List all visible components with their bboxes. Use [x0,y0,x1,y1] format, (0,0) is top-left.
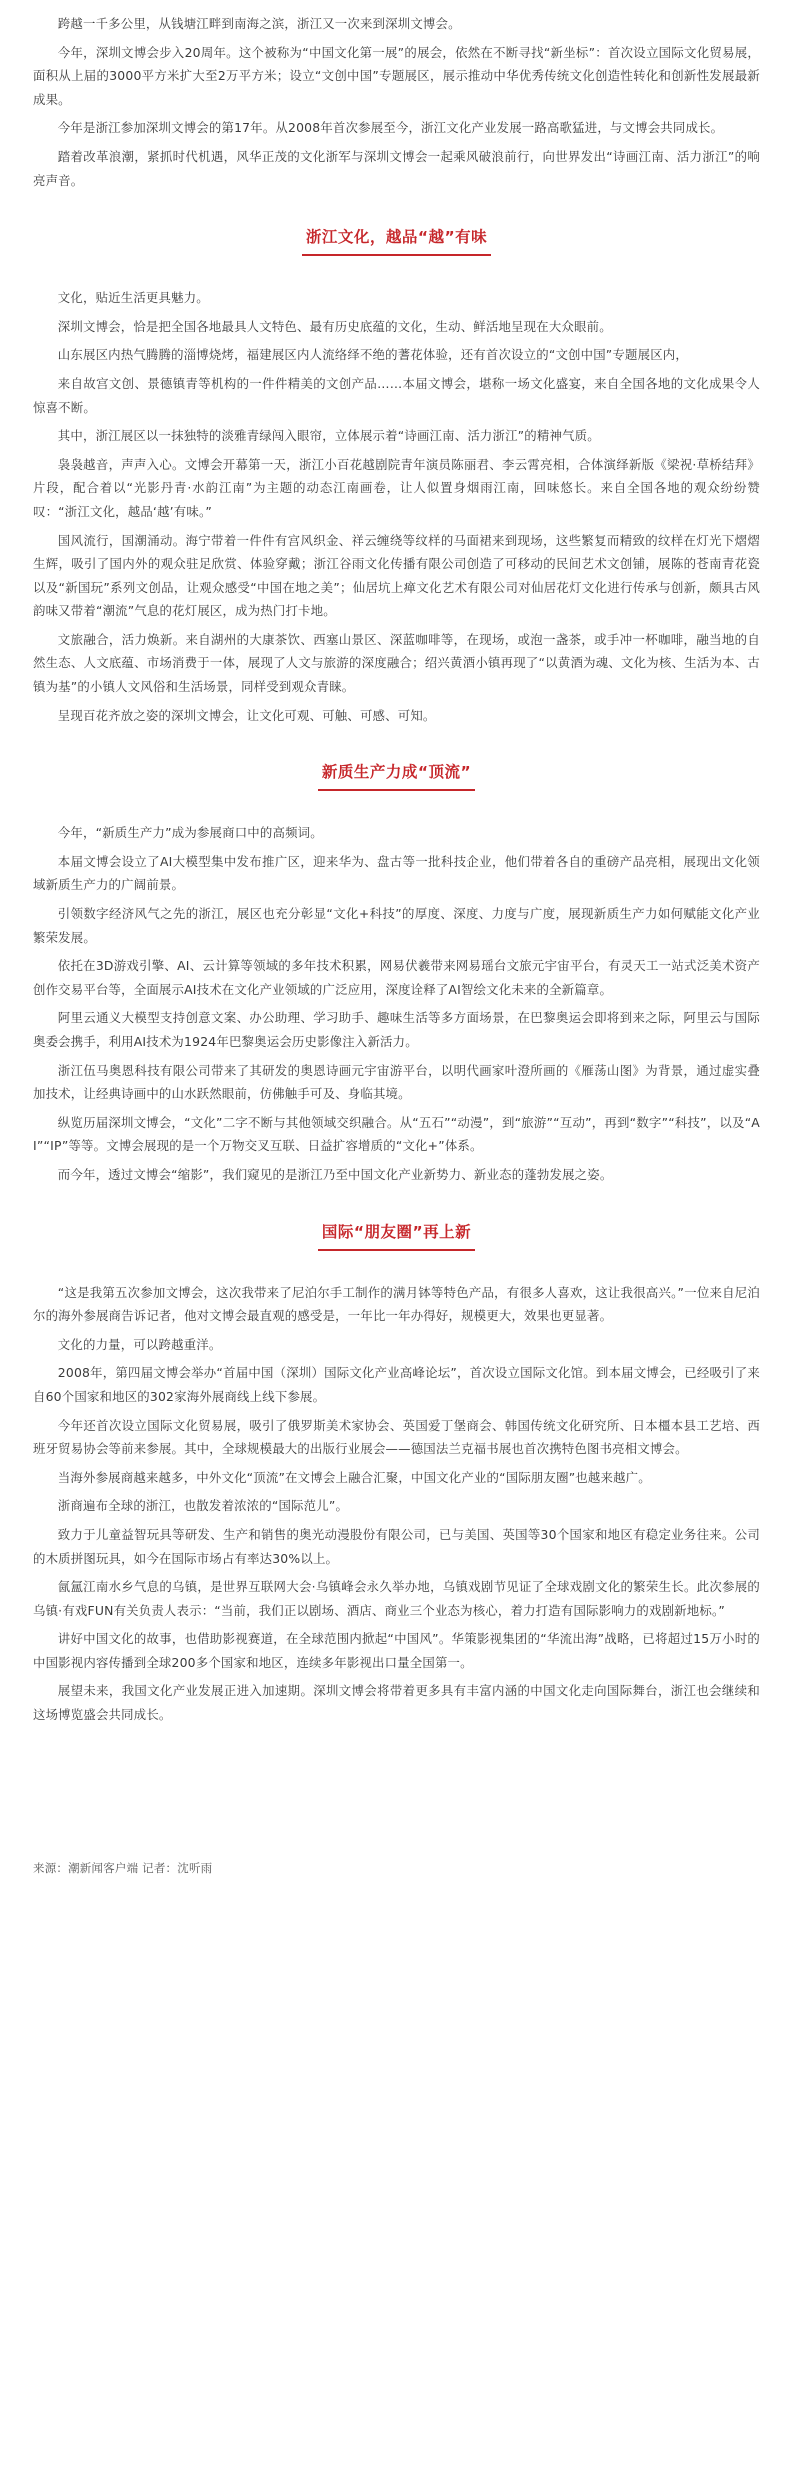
intro-paragraph: 踏着改革浪潮，紧抓时代机遇，风华正茂的文化浙军与深圳文博会一起乘风破浪前行，向世界发出“诗画江南、活力浙江”的响亮声音。 [33,148,760,188]
body-paragraph: 浙商遍布全球的浙江，也散发着浓浓的“国际范儿”。 [57,1498,349,1514]
body-paragraph: 文化，贴近生活更具魅力。 [57,290,209,306]
body-paragraph: 国风流行，国潮涌动。海宁带着一件件有宫风织金、祥云缠绕等纹样的马面裙来到现场，这些繁复而精致的纹样在灯光下熠熠生辉，吸引了国内外的观众驻足欣赏、体验穿戴；浙江谷雨文化传播有限公司创造了可移动的民间艺术文创铺，展陈的苍南青花瓷以及“新国玩”系列文创品，让观众感受“中国在地之美”；仙居坑上瘅文化艺术有限公司对仙居花灯文化进行传承与创新，颇具古风韵味又带着“潮流”气息的花灯展区，成为热门打卡地。 [33,532,760,619]
body-paragraph: 文化的力量，可以跨越重洋。 [57,1336,222,1352]
body-paragraph: 文旅融合，活力焕新。来自湖州的大康茶饮、西塞山景区、深蓝咖啡等，在现场，或泡一盏茶，或手冲一杯咖啡，融当地的自然生态、人文底蕴、市场消费于一体，展现了人文与旅游的深度融合；绍兴黄酒小镇再现了“以黄酒为魂、文化为核、生活为本、古镇为基”的小镇人文风俗和生活场景，同样受到观众青睐。 [33,631,760,695]
body-paragraph: 深圳文博会，恰是把全国各地最具人文特色、最有历史底蕴的文化，生动、鲜活地呈现在大众眼前。 [57,318,612,334]
body-paragraph: 当海外参展商越来越多，中外文化“顶流”在文博会上融合汇聚，中国文化产业的“国际朋友圈”也越来越广。 [57,1469,651,1485]
section-international-circle [33,1219,760,1727]
intro-paragraph: 今年是浙江参加深圳文博会的第17年。从2008年首次参展至今，浙江文化产业发展一路高歌猛进，与文博会共同成长。 [57,120,724,136]
intro-paragraph: 今年，深圳文博会步入20周年。这个被称为“中国文化第一展”的展会，依然在不断寻找“新坐标”：首次设立国际文化贸易展，面积从上届的3000平方米扩大至2万平方米；设立“文创中国”专题展区，展示推动中华优秀传统文化创造性转化和创新性发展最新成果。 [33,44,760,107]
body-paragraph: 来自故宫文创、景德镇青等机构的一件件精美的文创产品……本届文博会，堪称一场文化盛宴，来自全国各地的文化成果令人惊喜不断。 [33,375,760,415]
body-paragraph: 依托在3D游戏引擎、AI、云计算等领域的多年技术积累，网易伏羲带来网易瑶台文旅元宇宙平台，有灵天工一站式泛美术资产创作交易平台等，全面展示AI技术在文化产业领域的广泛应用，深度诠释了AI智绘文化未来的全新篇章。 [33,958,760,997]
body-paragraph: 浙江伍马奥恩科技有限公司带来了其研发的奥恩诗画元宇宙游平台，以明代画家叶澄所画的《雁荡山图》为背景，通过虚实叠加技术，让经典诗画中的山水跃然眼前，仿佛触手可及、身临其境。 [33,1062,760,1102]
body-paragraph: 本届文博会设立了AI大模型集中发布推广区，迎来华为、盘古等一批科技企业，他们带着各自的重磅产品亮相，展现出文化领域新质生产力的广阔前景。 [33,853,760,893]
body-paragraph: 今年，“新质生产力”成为参展商口中的高频词。 [57,825,323,841]
section-heading [33,759,760,791]
body-paragraph: 阿里云通义大模型支持创意文案、办公助理、学习助手、趣味生活等多方面场景，在巴黎奥运会即将到来之际，阿里云与国际奥委会携手，利用AI技术为1924年巴黎奥运会历史影像注入新活力。 [33,1010,760,1049]
body-paragraph: 2008年，第四届文博会举办“首届中国（深圳）国际文化产业高峰论坛”，首次设立国际文化馆。到本届文博会，已经吸引了来自60个国家和地区的302家海外展商线上线下参展。 [33,1365,760,1404]
section-title: 浙江文化，越品“越”有味 [302,224,491,256]
body-paragraph: 讲好中国文化的故事，也借助影视赛道，在全球范围内掀起“中国风”。华策影视集团的“华流出海”战略，已将超过15万小时的中国影视内容传播到全球200多个国家和地区，连续多年影视出口量全国第一。 [33,1631,760,1670]
body-paragraph: 呈现百花齐放之姿的深圳文博会，让文化可观、可触、可感、可知。 [57,707,436,723]
section-heading [33,1219,760,1251]
section-heading [33,224,760,256]
section-new-productivity [33,759,760,1186]
body-paragraph: 山东展区内热气腾腾的淄博烧烤，福建展区内人流络绎不绝的蓍花体验，还有首次设立的“文创中国”专题展区内， [57,347,688,363]
body-paragraph: 今年还首次设立国际文化贸易展，吸引了俄罗斯美术家协会、英国爱丁堡商会、韩国传统文化研究所、日本橿本县工艺培、西班牙贸易协会等前来参展。其中，全球规模最大的出版行业展会——德国法兰克福书展也首次携特色图书亮相文博会。 [33,1417,760,1457]
body-paragraph: 其中，浙江展区以一抹独特的淡雅青绿闯入眼帘，立体展示着“诗画江南、活力浙江”的精神气质。 [57,428,600,444]
body-paragraph: 袅袅越音，声声入心。文博会开幕第一天，浙江小百花越剧院青年演员陈丽君、李云霄亮相，合体演绎新版《梁祝·草桥结拜》片段，配合着以“光影丹青·水韵江南”为主题的动态江南画卷，让人似置身烟雨江南，回味悠长。来自全国各地的观众纷纷赞叹：“浙江文化，越品‘越’有味。” [33,456,760,519]
body-paragraph: 致力于儿童益智玩具等研发、生产和销售的奥光动漫股份有限公司，已与美国、英国等30个国家和地区有稳定业务往来。公司的木质拼图玩具，如今在国际市场占有率达30%以上。 [33,1526,760,1566]
body-paragraph: 引领数字经济风气之先的浙江，展区也充分彰显“文化+科技”的厚度、深度、力度与广度，展现新质生产力如何赋能文化产业繁荣发展。 [33,906,760,945]
section-zhejiang-culture [33,224,760,727]
body-paragraph: 展望未来，我国文化产业发展正进入加速期。深圳文博会将带着更多具有丰富内涵的中国文化走向国际舞台，浙江也会继续和这场博览盛会共同成长。 [33,1683,760,1723]
body-paragraph: 氤氲江南水乡气息的乌镇，是世界互联网大会·乌镇峰会永久举办地，乌镇戏剧节见证了全球戏剧文化的繁荣生长。此次参展的乌镇·有戏FUN有关负责人表示：“当前，我们正以剧场、酒店、商业三个业态为核心，着力打造有国际影响力的戏剧新地标。” [33,1579,760,1618]
section-title: 国际“朋友圈”再上新 [318,1219,475,1251]
section-title: 新质生产力成“顶流” [318,759,475,791]
article [33,0,760,1880]
intro-paragraph: 跨越一千多公里，从钱塘江畔到南海之滨，浙江又一次来到深圳文博会。 [57,16,461,31]
intro [33,12,760,192]
body-paragraph: 而今年，透过文博会“缩影”，我们窥见的是浙江乃至中国文化产业新势力、新业态的蓬勃发展之姿。 [57,1166,613,1182]
article-source: 来源：潮新闻客户端 记者：沈听雨 [33,1860,213,1875]
body-paragraph: 纵览历届深圳文博会，“文化”二字不断与其他领域交织融合。从“五石”“动漫”，到“旅游”“互动”，再到“数字”“科技”，以及“AI”“IP”等等。文博会展现的是一个万物交叉互联、日益扩容增质的“文化+”体系。 [33,1114,760,1154]
body-paragraph: “这是我第五次参加文博会，这次我带来了尼泊尔手工制作的满月钵等特色产品，有很多人喜欢，这让我很高兴。”一位来自尼泊尔的海外参展商告诉记者，他对文博会最直观的感受是，一年比一年办得好，规模更大，效果也更显著。 [33,1284,760,1324]
